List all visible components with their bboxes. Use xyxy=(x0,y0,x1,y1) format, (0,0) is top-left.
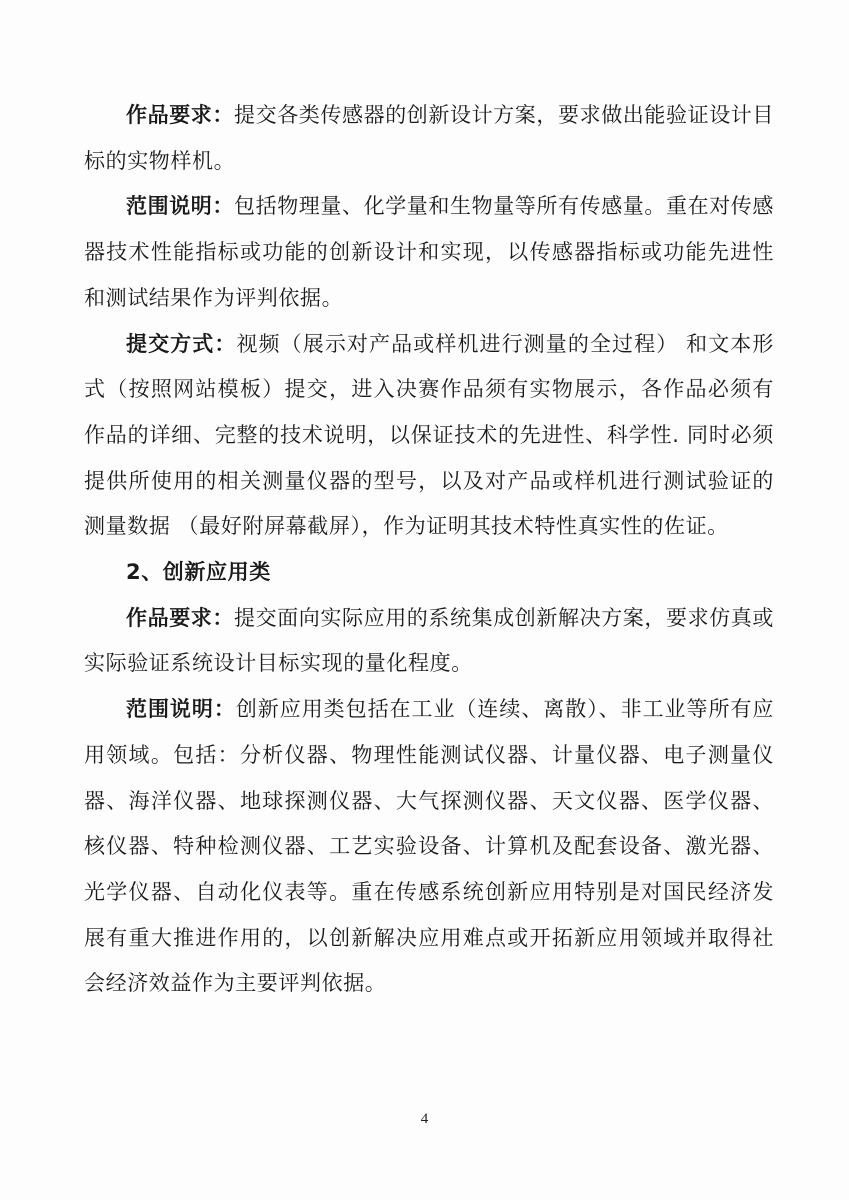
page-body xyxy=(84,93,774,1007)
paragraph-work-requirements-2 xyxy=(84,596,774,687)
paragraph-scope-1 xyxy=(84,184,774,321)
paragraph-label: 作品要求： xyxy=(126,605,234,630)
paragraph-work-requirements-1 xyxy=(84,93,774,184)
paragraph-submission-method xyxy=(84,322,774,551)
page-number: 4 xyxy=(420,1111,429,1127)
paragraph-text: 创新应用类包括在工业（连续、离散）、非工业等所有应用领域。包括：分析仪器、物理性能测试仪器、计量仪器、电子测量仪器、海洋仪器、地球探测仪器、大气探测仪器、天文仪器、医学仪器、核仪器、特种检测仪器、工艺实验设备、计算机及配套设备、激光器、光学仪器、自动化仪表等。重在传感系统创新应用特别是对国民经济发展有重大推进作用的，以创新解决应用难点或开拓新应用领域并取得社会经济效益作为主要评判依据。 xyxy=(84,697,774,996)
paragraph-label: 作品要求： xyxy=(126,103,234,127)
paragraph-label: 提交方式： xyxy=(126,331,237,356)
section-heading: 2、创新应用类 xyxy=(126,560,271,585)
paragraph-text: 视频（展示对产品或样机进行测量的全过程） 和文本形式（按照网站模板）提交，进入决赛作品须有实物展示，各作品必须有作品的详细、完整的技术说明，以保证技术的先进性、科学性. 同时必须提供所使用的相关测量仪器的型号，以及对产品或样机进行测试验证的测量数据 （最好附屏幕截屏），作为证明其技术特性真实性的佐证。 xyxy=(84,331,774,539)
paragraph-scope-2 xyxy=(84,687,774,1007)
paragraph-label: 范围说明： xyxy=(126,194,234,219)
paragraph-text: 提交面向实际应用的系统集成创新解决方案，要求仿真或实际验证系统设计目标实现的量化程度。 xyxy=(84,605,774,676)
paragraph-text: 包括物理量、化学量和生物量等所有传感量。重在对传感器技术性能指标或功能的创新设计和实现，以传感器指标或功能先进性和测试结果作为评判依据。 xyxy=(84,194,774,310)
paragraph-text: 提交各类传感器的创新设计方案，要求做出能验证设计目标的实物样机。 xyxy=(84,103,774,173)
paragraph-label: 范围说明： xyxy=(126,697,236,722)
